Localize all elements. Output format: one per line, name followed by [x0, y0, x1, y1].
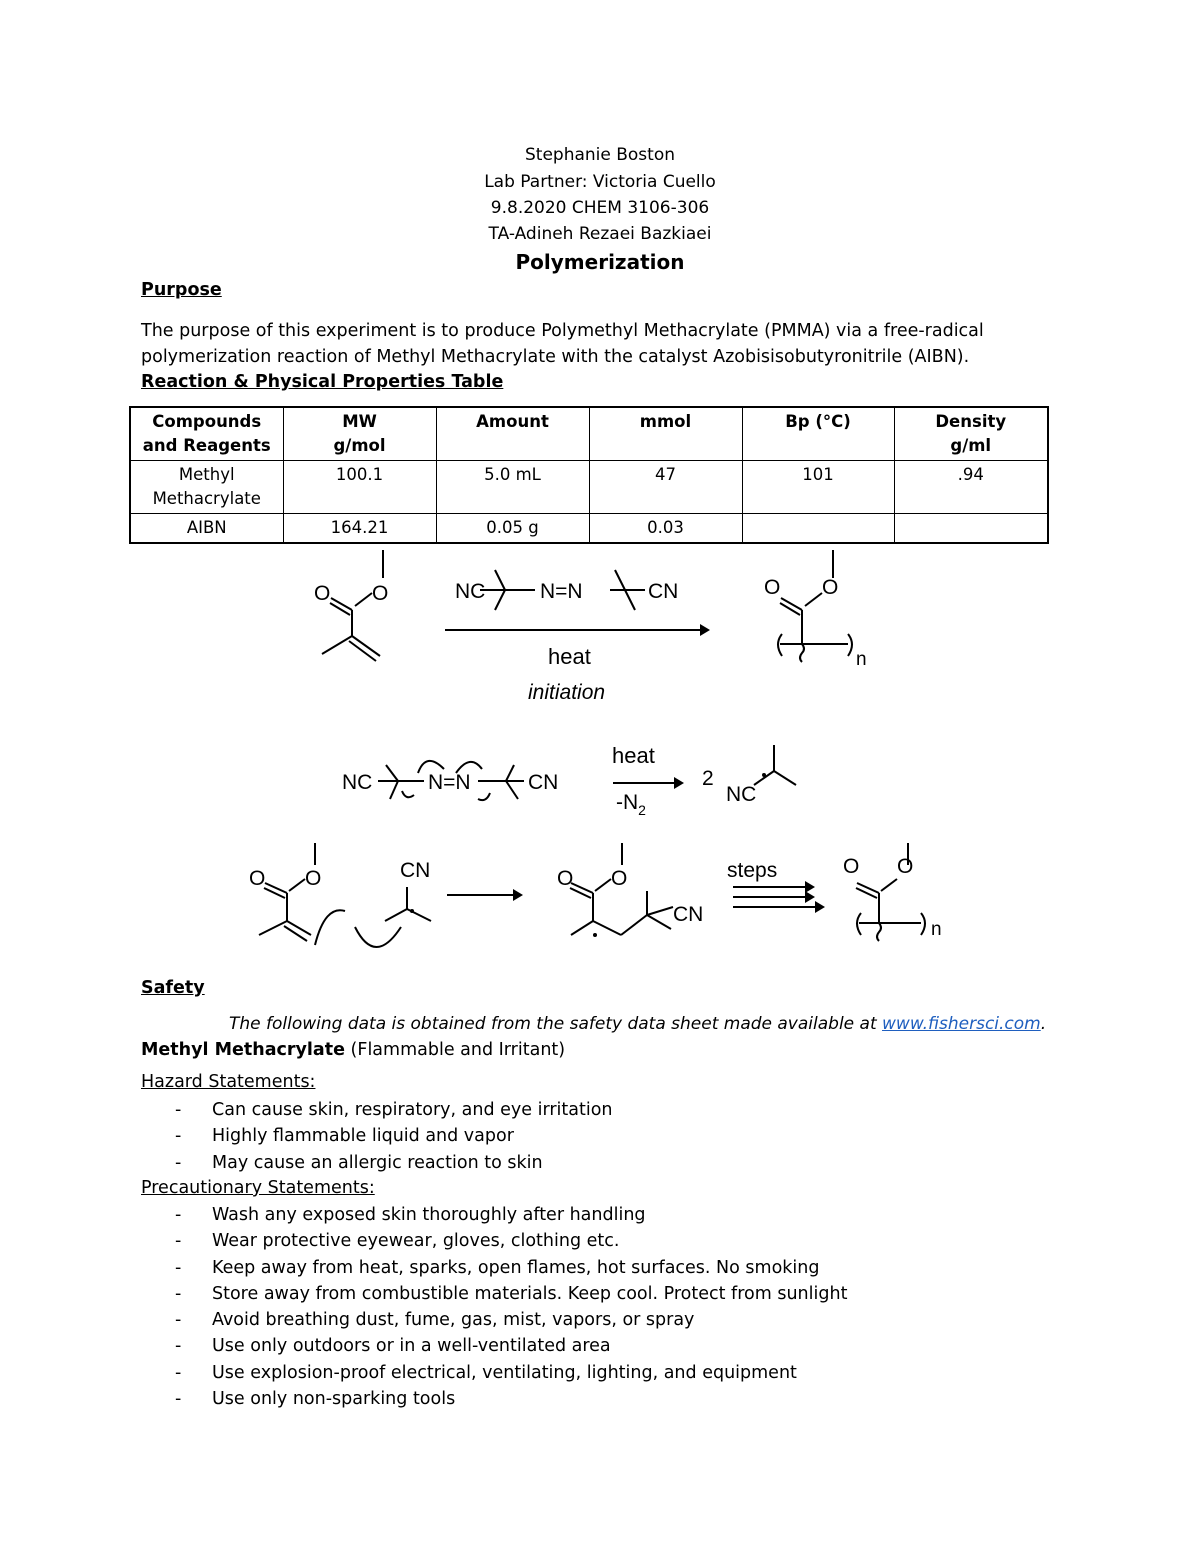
- product-ester-o-label: O: [897, 855, 914, 878]
- table-cell: .94: [894, 461, 1048, 514]
- steps-label: steps: [727, 859, 778, 882]
- cn-label: CN: [648, 580, 679, 603]
- table-cell: 5.0 mL: [436, 461, 589, 514]
- table-cell: 47: [589, 461, 742, 514]
- table-cell: 0.05 g: [436, 514, 589, 544]
- nc-label: NC: [455, 580, 486, 603]
- initiation-label: initiation: [528, 681, 606, 704]
- repeat-n-label: n: [856, 649, 867, 670]
- product-carbonyl-o-label: O: [843, 855, 860, 878]
- purpose-text: The purpose of this experiment is to produce Polymethyl Methacrylate (PMMA) via a free-radical polymerization reaction of Methyl Methacrylate with the catalyst Azobisisobutyronitrile (AIBN).: [141, 321, 984, 367]
- compound-note: (Flammable and Irritant): [344, 1040, 566, 1060]
- safety-heading: Safety: [141, 978, 205, 998]
- list-item: - Highly flammable liquid and vapor: [175, 1126, 514, 1147]
- column-header: Bp (°C): [742, 407, 894, 461]
- repeat-n-label: n: [931, 919, 942, 940]
- aibn-decomposition-scheme: [338, 735, 818, 825]
- initiation-scheme: [300, 548, 920, 718]
- compound-name: Methyl Methacrylate: [141, 1040, 345, 1060]
- intermediate-carbonyl-o-label: O: [557, 867, 574, 890]
- monomer-carbonyl-o-label: O: [249, 867, 266, 890]
- column-header: Density g/ml: [894, 407, 1048, 461]
- azo-label: N=N: [540, 580, 583, 603]
- lab-partner: Lab Partner: Victoria Cuello: [484, 172, 716, 192]
- column-header: MW g/mol: [283, 407, 436, 461]
- list-item: - Can cause skin, respiratory, and eye irritation: [175, 1100, 613, 1120]
- table-row: [130, 461, 1048, 514]
- table-cell: Methyl Methacrylate: [130, 461, 283, 514]
- purpose-heading: Purpose: [141, 280, 222, 300]
- table-cell: [894, 514, 1048, 544]
- propagation-scheme: [245, 835, 965, 975]
- intermediate-cn-label: CN: [673, 903, 704, 926]
- nc-label: NC: [342, 771, 373, 794]
- teaching-assistant: TA-Adineh Rezaei Bazkiaei: [488, 224, 712, 244]
- monomer-ester-o-label: O: [305, 867, 322, 890]
- table-cell: 101: [742, 461, 894, 514]
- table-row: [130, 514, 1048, 544]
- radical-cn-label: CN: [400, 859, 431, 882]
- column-header: Compounds and Reagents: [130, 407, 283, 461]
- fishersci-link[interactable]: www.fishersci.com: [882, 1014, 1041, 1034]
- list-item: - Use only outdoors or in a well-ventilated area: [175, 1336, 611, 1357]
- column-header: mmol: [589, 407, 742, 461]
- precaution-list: [141, 1202, 847, 1412]
- ester-o-label: O: [372, 582, 389, 605]
- properties-table: [129, 406, 1049, 544]
- precaution-heading: Precautionary Statements:: [141, 1178, 375, 1198]
- list-item: - Use explosion-proof electrical, ventilating, lighting, and equipment: [175, 1362, 797, 1383]
- heat-label: heat: [612, 743, 655, 768]
- list-item: - Wash any exposed skin thoroughly after handling: [175, 1205, 646, 1225]
- list-item: - Store away from combustible materials. Keep cool. Protect from sunlight: [175, 1283, 848, 1304]
- list-item: - Keep away from heat, sparks, open flames, hot surfaces. No smoking: [175, 1257, 820, 1278]
- hazard-list: [141, 1097, 613, 1176]
- radical-nc-label: NC: [726, 783, 757, 806]
- table-cell: [742, 514, 894, 544]
- table-cell: 164.21: [283, 514, 436, 544]
- column-header: Amount: [436, 407, 589, 461]
- cn-label: CN: [528, 771, 559, 794]
- safety-source-note: The following data is obtained from the safety data sheet made available at www.fishersci.com.: [229, 1014, 1047, 1034]
- product-ester-o-label: O: [822, 576, 839, 599]
- compound-line: [141, 1040, 565, 1060]
- minus-n2-label: $-N_2$: [616, 791, 646, 818]
- hazard-heading: Hazard Statements:: [141, 1072, 316, 1092]
- document-title: Polymerization: [515, 250, 685, 274]
- carbonyl-o-label: O: [314, 582, 331, 605]
- intermediate-ester-o-label: O: [611, 867, 628, 890]
- author-name: Stephanie Boston: [524, 145, 676, 165]
- azo-label: N=N: [428, 771, 471, 794]
- heat-label: heat: [548, 644, 591, 669]
- table-heading: Reaction & Physical Properties Table: [141, 372, 504, 392]
- list-item: - May cause an allergic reaction to skin: [175, 1152, 543, 1173]
- product-carbonyl-o-label: O: [764, 576, 781, 599]
- table-cell: 0.03: [589, 514, 742, 544]
- coefficient-label: 2: [702, 767, 714, 790]
- list-item: - Use only non-sparking tools: [175, 1389, 456, 1410]
- table-header-row: [130, 407, 1048, 461]
- list-item: - Avoid breathing dust, fume, gas, mist, vapors, or spray: [175, 1310, 695, 1331]
- table-cell: 100.1: [283, 461, 436, 514]
- list-item: - Wear protective eyewear, gloves, clothing etc.: [175, 1231, 620, 1252]
- table-cell: AIBN: [130, 514, 283, 544]
- date-course: 9.8.2020 CHEM 3106-306: [490, 198, 710, 218]
